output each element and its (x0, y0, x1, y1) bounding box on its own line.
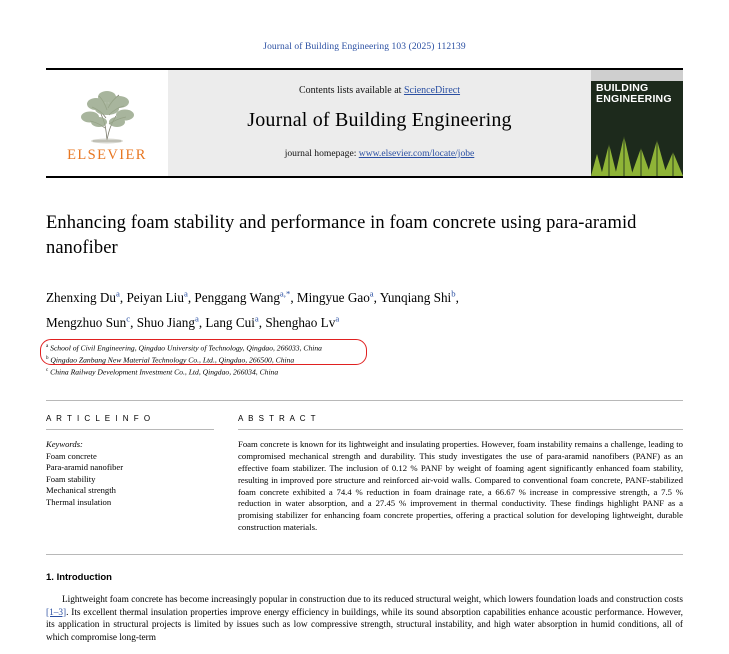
elsevier-wordmark: ELSEVIER (67, 147, 147, 163)
author-affiliation-marker[interactable]: c (126, 313, 131, 324)
section-number: 1. (46, 572, 54, 584)
author (46, 315, 137, 330)
author-separator: , (373, 290, 380, 306)
affiliation-marker: c (46, 367, 49, 373)
paragraph-part-2: . Its excellent thermal insulation properties improve energy efficiency in buildings, while its sound absorption capabilities enhance acoustic performance. However, its application in structural projects is limited by issues such as low compressive strength, structural instability, and high water absorption in humid conditions, all of which compromise long-term (46, 607, 683, 643)
article-info-rule (46, 429, 214, 430)
affiliation-item (46, 354, 683, 366)
homepage-prefix: journal homepage: (284, 148, 359, 159)
abstract-rule (238, 429, 683, 430)
cover-artwork (591, 114, 683, 176)
contents-line (299, 85, 460, 96)
keyword-item: Mechanical strength (46, 485, 116, 496)
author-affiliation-marker[interactable]: a (335, 313, 340, 324)
cover-title-line2: ENGINEERING (596, 93, 672, 105)
author-affiliation-marker[interactable]: a (115, 289, 120, 299)
author-name: Mengzhuo Sun (46, 314, 127, 330)
journal-homepage-link[interactable]: www.elsevier.com/locate/jobe (358, 148, 475, 159)
affiliation-text: School of Civil Engineering, Qingdao University of Technology, Qingdao, 266033, China (50, 343, 322, 353)
keywords-label: Keywords: (46, 438, 83, 449)
affiliation-item (46, 366, 683, 378)
author-affiliation-marker[interactable]: a (254, 313, 259, 324)
author-separator: , (187, 290, 195, 306)
author (205, 315, 265, 330)
author-separator: , (455, 290, 459, 306)
homepage-line (285, 148, 475, 159)
article-info-heading: A R T I C L E I N F O (46, 413, 152, 423)
journal-title: Journal of Building Engineering (247, 109, 512, 131)
author-name: Mingyue Gao (296, 290, 370, 306)
affiliation-text: Qingdao Zanbang New Material Technology Co., Ltd., Qingdao, 266500, China (50, 355, 295, 365)
author-separator: , (290, 290, 297, 306)
abstract-column (234, 414, 683, 534)
masthead-center (168, 70, 591, 176)
author-name: Shuo Jiang (136, 314, 195, 330)
affiliation-marker: a (46, 343, 49, 349)
author-name: Zhenxing Du (46, 290, 116, 306)
cover-top-bar (591, 70, 683, 81)
author-affiliation-marker[interactable]: a (369, 289, 374, 299)
cover-title (596, 83, 679, 105)
section-name: Introduction (56, 572, 112, 584)
elsevier-tree-icon (75, 84, 139, 146)
author-affiliation-marker[interactable]: a (194, 313, 199, 324)
cover-title-line1: BUILDING (596, 82, 649, 94)
author-list (46, 284, 683, 333)
author-name: Peiyan Liu (126, 290, 184, 306)
journal-cover-image (591, 70, 683, 176)
author-separator: , (258, 314, 266, 330)
author-affiliation-marker[interactable]: a (183, 289, 188, 299)
article-info-column (46, 414, 234, 534)
author-affiliation-marker[interactable]: b (451, 289, 456, 299)
section-divider (46, 400, 683, 401)
body-paragraph (46, 594, 683, 644)
author-name: Lang Cui (205, 314, 255, 330)
author (194, 290, 296, 305)
citation-link[interactable]: [1–3] (46, 607, 67, 618)
author (297, 290, 380, 305)
author (265, 315, 339, 330)
author (46, 290, 126, 305)
author-separator: , (198, 314, 206, 330)
body-divider (46, 554, 683, 555)
author-name: Penggang Wang (194, 290, 280, 306)
affiliation-marker: b (46, 355, 49, 361)
author (380, 290, 459, 305)
affiliation-list (46, 342, 683, 378)
author (126, 290, 194, 305)
affiliation-item (46, 342, 683, 354)
journal-reference: Journal of Building Engineering 103 (2025) 112139 (263, 42, 466, 52)
affiliation-text: China Railway Development Investment Co., Ltd, Qingdao, 266034, China (50, 367, 279, 377)
author-separator: , (130, 314, 137, 330)
author (137, 315, 206, 330)
contents-prefix: Contents lists available at (298, 85, 404, 96)
keyword-item: Foam stability (46, 473, 96, 484)
author-affiliation-marker[interactable]: a,* (279, 289, 291, 299)
keyword-item: Foam concrete (46, 450, 97, 461)
section-heading (46, 572, 683, 583)
elsevier-logo (46, 70, 168, 176)
keyword-item: Thermal insulation (46, 496, 112, 507)
author-name: Shenghao Lv (265, 314, 336, 330)
article-title: Enhancing foam stability and performance in foam concrete using para-aramid nanofiber (46, 213, 637, 258)
journal-masthead (46, 68, 683, 178)
author-separator: , (119, 290, 127, 306)
author-name: Yunqiang Shi (379, 290, 452, 306)
keyword-item: Para-aramid nanofiber (46, 462, 124, 473)
paragraph-part-1: Lightweight foam concrete has become increasingly popular in construction due to its reduced structural weight, which lowers foundation loads and construction costs (62, 595, 683, 606)
abstract-text: Foam concrete is known for its lightweight and insulating properties. However, foam instability remains a challenge, leading to compromised mechanical strength and durability. This study investigates the use of para-aramid nanofibers (PANF) as an effective foam stabilizer. The inclusion of 0.12 % PANF by weight of foaming agent significantly enhanced foam stability, resulting in improved pore structure and reinforced air-void walls. Compared to conventional foam concrete, PANF-stabilized foam concrete exhibited a 74.4 % reduction in foam drainage rate, a 66.67 % increase in compressive strength, a 7.5 % reduction in water absorption, and a 27.45 % improvement in thermal conductivity. These findings highlight PANF as a promising stabilizer for enhancing foam concrete properties, offering a practical solution for developing lightweight, durable construction materials. (238, 438, 683, 533)
abstract-heading: A B S T R A C T (238, 413, 317, 423)
sciencedirect-link[interactable]: ScienceDirect (403, 85, 461, 96)
info-abstract-row (46, 414, 683, 534)
